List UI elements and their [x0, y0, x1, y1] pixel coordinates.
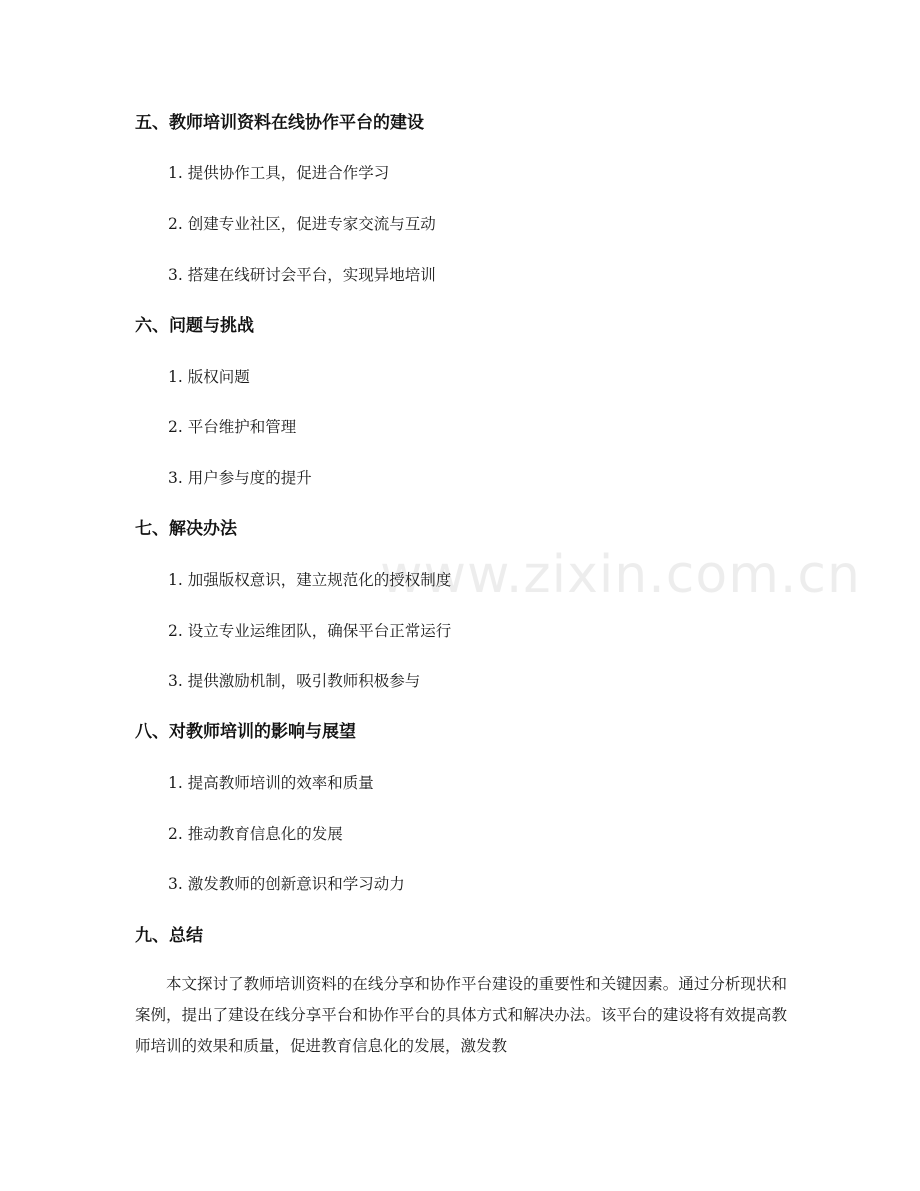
section-heading-8: 八、对教师培训的影响与展望: [135, 722, 356, 742]
list-item: 2. 推动教育信息化的发展: [168, 825, 343, 843]
list-item: 2. 创建专业社区，促进专家交流与互动: [168, 215, 436, 233]
list-item: 3. 激发教师的创新意识和学习动力: [168, 875, 405, 893]
list-item: 1. 提高教师培训的效率和质量: [168, 774, 374, 792]
section-heading-7: 七、解决办法: [135, 519, 237, 539]
watermark: www.zixin.com.cn: [380, 545, 861, 605]
section-heading-5: 五、教师培训资料在线协作平台的建设: [135, 113, 424, 133]
list-item: 2. 平台维护和管理: [168, 418, 297, 436]
summary-paragraph: 本文探讨了教师培训资料的在线分享和协作平台建设的重要性和关键因素。通过分析现状和案例，提出了建设在线分享平台和协作平台的具体方式和解决办法。该平台的建设将有效提高教师培训的效果和质量，促进教育信息化的发展，激发教: [135, 975, 787, 1055]
section-heading-9: 九、总结: [135, 926, 203, 946]
list-item: 1. 版权问题: [168, 368, 250, 386]
list-item: 3. 提供激励机制，吸引教师积极参与: [168, 672, 421, 690]
list-item: 2. 设立专业运维团队，确保平台正常运行: [168, 622, 452, 640]
list-item: 3. 用户参与度的提升: [168, 469, 312, 487]
list-item: 1. 加强版权意识，建立规范化的授权制度: [168, 571, 452, 589]
list-item: 3. 搭建在线研讨会平台，实现异地培训: [168, 266, 436, 284]
section-heading-6: 六、问题与挑战: [135, 316, 254, 336]
list-item: 1. 提供协作工具，促进合作学习: [168, 164, 390, 182]
